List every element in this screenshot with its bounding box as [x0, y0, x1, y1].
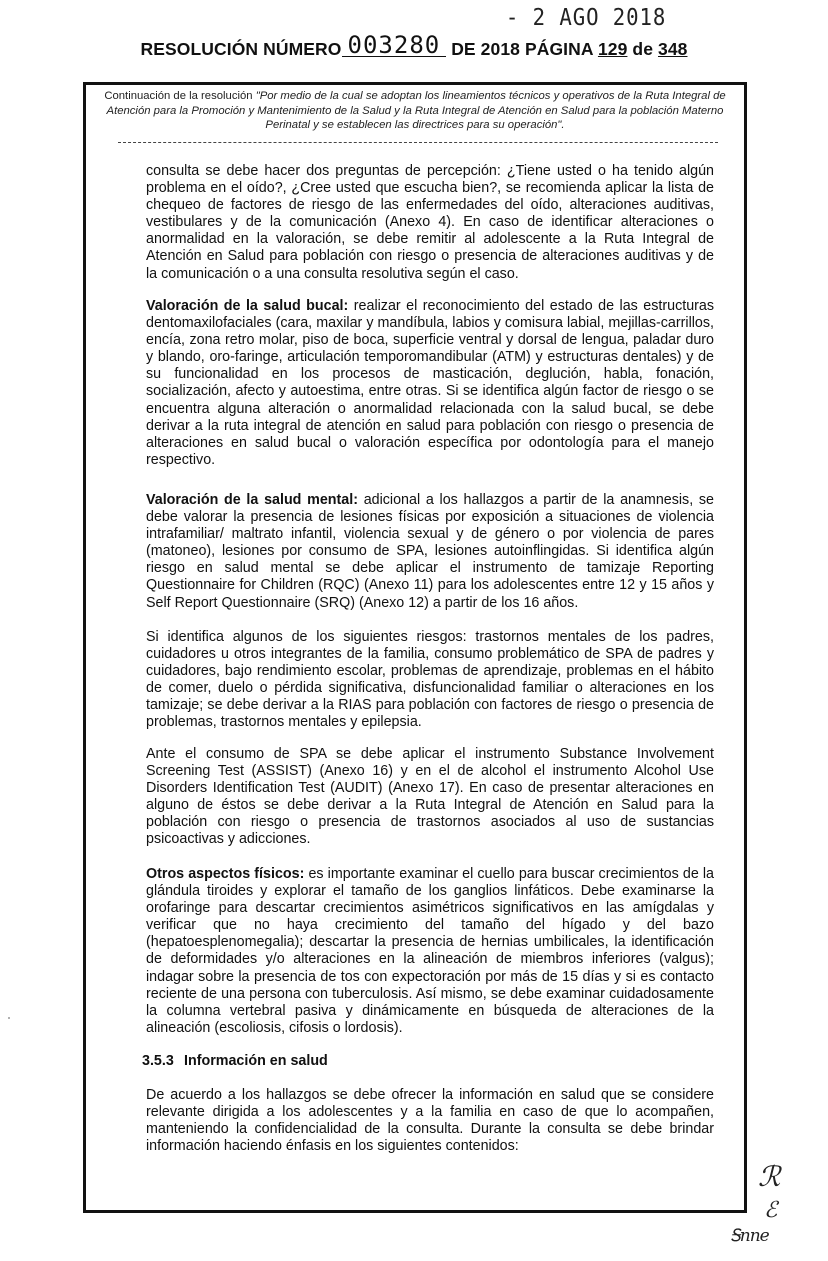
total-pages: 348 [658, 39, 688, 59]
handwritten-initials-2: ℰ [764, 1198, 778, 1223]
section-heading [142, 1053, 328, 1069]
resolution-header [0, 31, 828, 60]
paragraph-text: adicional a los hallazgos a partir de la anamnesis, se debe valorar la presencia de lesiones físicas por exposición a situaciones de violencia intrafamiliar/ maltrato infantil, violencia sexual y de género o por violencia de pares (matoneo), lesiones por consumo de SPA, lesiones autoinflingidas. Si identifica algún riesgo en salud mental se debe aplicar el instrumento de tamizaje Reporting Questionnaire for Children (RQC) (Anexo 11) para los adolescentes entre 12 y 15 años y Self Report Questionnaire (SRQ) (Anexo 12) a partir de los 16 años. [146, 492, 714, 611]
paragraph-spa [146, 746, 714, 849]
handwritten-initials-1: ℛ [758, 1160, 781, 1193]
section-number: 3.5.3 [142, 1053, 174, 1069]
resolution-subtitle [100, 89, 730, 133]
header-prefix: RESOLUCIÓN NÚMERO [140, 39, 342, 59]
paragraph-physical [146, 866, 714, 1037]
paragraph-risks [146, 629, 714, 732]
resolution-number: 003280 [342, 34, 447, 57]
paragraph-text: De acuerdo a los hallazgos se debe ofrecer la información en salud que se considere relevante dirigida a los adolescentes y a la familia en caso de que lo acompañen, manteniendo la confidencialidad de la consulta. Durante la consulta se debe brindar información haciendo énfasis en los siguientes contenidos: [146, 1087, 714, 1155]
subtitle-lead: Continuación de la resolución [104, 90, 256, 102]
paragraph-text: Ante el consumo de SPA se debe aplicar el instrumento Substance Involvement Screening Test (ASSIST) (Anexo 16) y en el de alcohol el instrumento Alcohol Use Disorders Identification Test (AUDIT) (Anexo 17). En caso de presentar alteraciones en alguno de éstos se debe derivar a la Ruta Integral de Atención en Salud para la población con riesgo o presencia de trastornos asociados al uso de sustancias psicoactivas y adicciones. [146, 746, 714, 848]
dashed-divider [118, 142, 718, 143]
paragraph-heading: Valoración de la salud bucal: [146, 298, 349, 314]
paragraph-mental-health [146, 492, 714, 612]
scan-artifact [8, 1017, 10, 1019]
subtitle-italic: "Por medio de la cual se adoptan los lineamientos técnicos y operativos de la Ruta Integral de Atención para la Promoción y Mantenimiento de la Salud y la Ruta Integral de Atención en Salud para la población Materno Perinatal y se establecen las directrices para su operación". [106, 90, 726, 131]
date-stamp: - 2 AGO 2018 [505, 5, 667, 31]
paragraph-text: realizar el reconocimiento del estado de las estructuras dentomaxilofaciales (cara, maxilar y mandíbula, labios y comisura labial, mejillas-carrillos, encía, zona retro molar, piso de boca, superficie ventral y dorsal de lengua, paladar duro y blando, oro-faringe, articulación temporomandibular (ATM) y estructuras dentales) y de su funcionalidad en los procesos de masticación, deglución, habla, fonación, socialización, afecto y autoestima, entre otras. Si se identifica algún factor de riesgo o se encuentra alguna alteración o anormalidad relacionada con la salud bucal, se debe derivar a la ruta integral de atención en salud para población con riesgo o presencia de alteraciones en salud bucal o valoración específica por odontología para el manejo respectivo. [146, 298, 715, 468]
paragraph-text: consulta se debe hacer dos preguntas de percepción: ¿Tiene usted o ha tenido algún problema en el oído?, ¿Cree usted que escucha bien?, se recomienda aplicar la lista de chequeo de factores de riesgo de las enfermedades del oído, alteraciones auditivas, vestibulares y de la comunicación (Anexo 4). En caso de identificar alteraciones o anormalidad en la valoración, se debe remitir al adolescente a la Ruta Integral de Atención en Salud para población con riesgo o presencia de alteraciones auditivas y de la comunicación o a una consulta resolutiva según el caso. [146, 163, 714, 282]
paragraph-heading: Valoración de la salud mental: [146, 492, 358, 508]
handwritten-signature: Ꭶnne [730, 1226, 769, 1246]
page-number: 129 [597, 39, 628, 59]
paragraph-text: Si identifica algunos de los siguientes riesgos: trastornos mentales de los padres, cuidadores u otros integrantes de la familia, consumo problemático de SPA de padres y cuidadores, bajo rendimiento escolar, problemas de aprendizaje, problemas en el hábito de comer, duelo o pérdida significativa, disfuncionalidad familiar o alteraciones en los tamizaje; se debe derivar a la RIAS para población con factores de riesgo o presencia de problemas, trastornos mentales y epilepsia. [146, 629, 714, 731]
paragraph-hearing [146, 163, 714, 283]
section-title: Información en salud [184, 1053, 328, 1069]
header-of: de [632, 39, 654, 59]
header-middle: DE 2018 PÁGINA [451, 39, 593, 59]
paragraph-heading: Otros aspectos físicos: [146, 866, 305, 882]
paragraph-oral-health [146, 298, 714, 469]
paragraph-text: es importante examinar el cuello para buscar crecimientos de la glándula tiroides y explorar el tamaño de los ganglios linfáticos. Debe examinarse la orofaringe para descartar crecimientos asimétricos significativos en las amígdalas y verificar que no haya crecimiento del tamaño del hígado y del bazo (hepatoesplenomegalia); descartar la presencia de hernias umbilicales, la identificación de deformidades y/o alteraciones en la alineación de miembros inferiores (valgus); indagar sobre la presencia de tos con expectoración por más de 15 días y si es contacto reciente de una persona con tuberculosis. Así mismo, se debe examinar cuidadosamente la columna vertebral pasiva y dinámicamente en búsqueda de alteraciones de la alineación (escoliosis, cifosis o lordosis). [146, 866, 714, 1036]
paragraph-health-info [146, 1087, 714, 1155]
